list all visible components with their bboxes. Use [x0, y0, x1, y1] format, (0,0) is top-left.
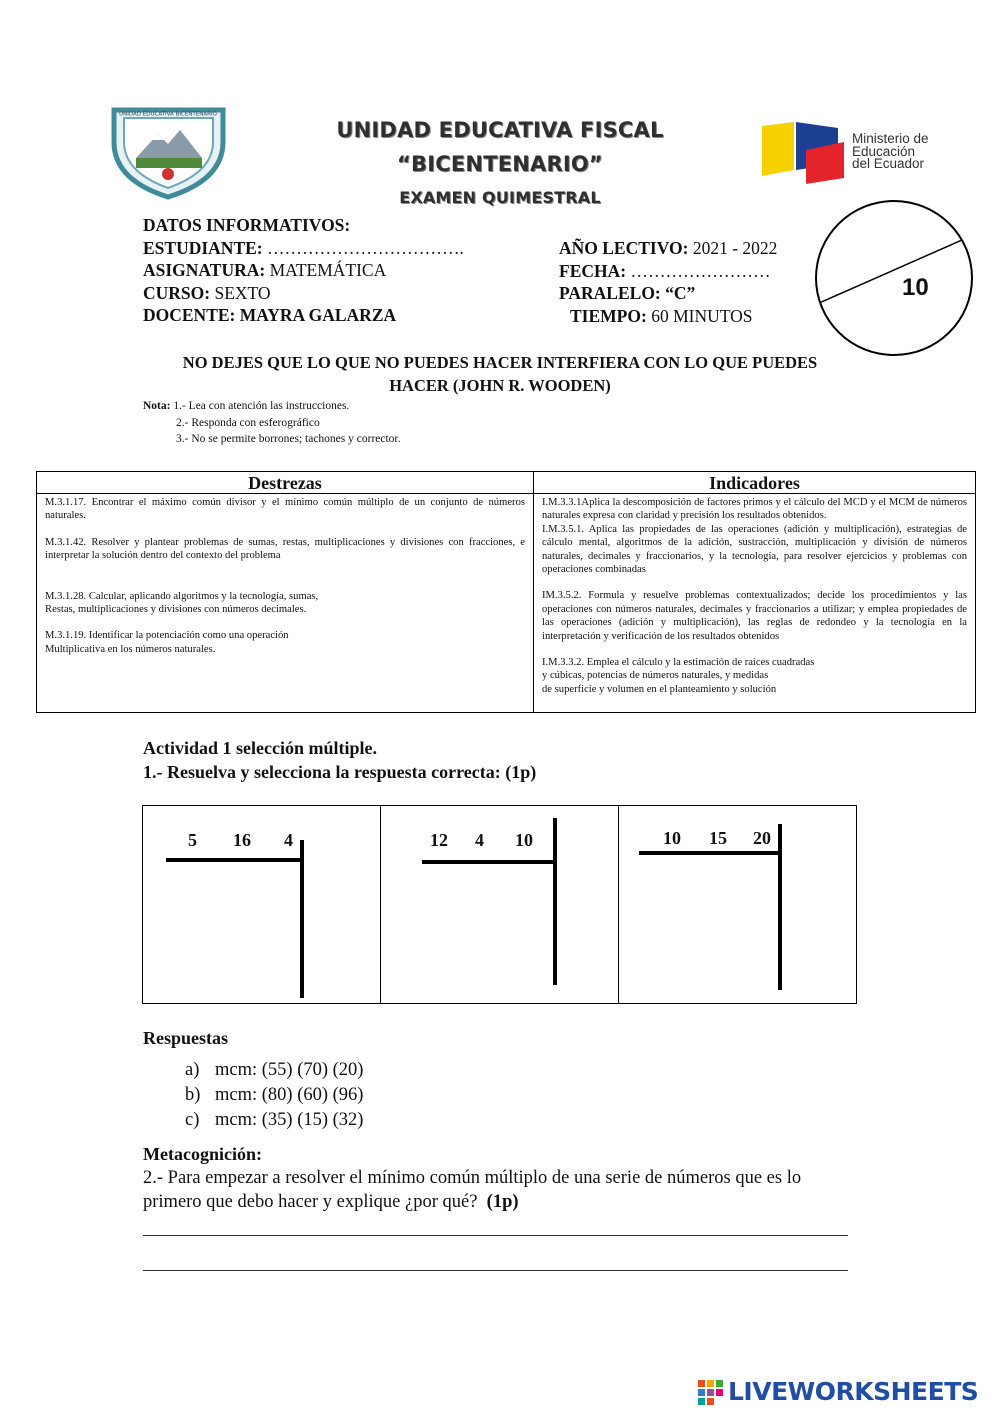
year-value: 2021 - 2022	[692, 238, 778, 258]
destreza-item: M.3.1.42. Resolver y plantear problemas de sumas, restas, multiplicaciones y divisiones con fracciones, e interpretar la solución dentro del contexto del problema	[45, 536, 525, 562]
indicador-item: y cúbicas, potencias de números naturales, y medidas	[542, 670, 769, 682]
note-item: 1.- Lea con atención las instrucciones.	[173, 400, 350, 412]
motto: NO DEJES QUE LO QUE NO PUEDES HACER INTERFIERA CON LO QUE PUEDES HACER (JOHN R. WOODEN)	[182, 353, 818, 395]
division-bar-vertical	[553, 818, 557, 985]
lcm-box-3[interactable]	[619, 806, 856, 1003]
box-number: 15	[709, 828, 727, 848]
subject-value: MATEMÁTICA	[269, 260, 387, 280]
division-bar-horizontal	[422, 860, 557, 864]
info-right	[559, 237, 777, 327]
grade-circle	[815, 200, 973, 356]
indicador-item: de superficie y volumen en el planteamiento y solución	[542, 683, 777, 695]
box-number: 16	[233, 830, 251, 850]
ministry-name: Ministerio de Educación del Ecuador	[852, 131, 929, 171]
answers-title: Respuestas	[143, 1028, 229, 1048]
destrezas-header: Destrezas	[37, 472, 533, 494]
time-label: TIEMPO:	[570, 305, 647, 326]
answer-option-b[interactable]: b) mcm: (80) (60) (96)	[185, 1085, 364, 1105]
grade-value: 10	[902, 274, 929, 301]
school-logo-text: UNIDAD EDUCATIVA BICENTENARIO	[119, 111, 217, 118]
indicadores-header: Indicadores	[534, 472, 975, 494]
course-label: CURSO:	[143, 282, 211, 303]
indicador-item: I.M.3.3.2. Emplea el cálculo y la estimación de raíces cuadradas	[542, 657, 815, 669]
box-number: 4	[284, 830, 293, 850]
note-item: 2.- Responda con esferográfico	[176, 416, 320, 429]
student-field[interactable]: …………………………….	[267, 237, 464, 258]
destreza-item: Restas, multiplicaciones y divisiones con números decimales.	[45, 604, 307, 616]
box-number: 10	[663, 828, 681, 848]
indicador-item: I.M.3.5.1. Aplica las propiedades de las operaciones (adición y multiplicación), estrategias de cálculo mental, algoritmos de la adición, sustracción, multiplicación y división de números naturales, decimales y fraccionarios, y la tecnología, para resolver ejercicios y problemas con operaciones combinadas	[542, 523, 967, 576]
destreza-item: M.3.1.17. Encontrar el máximo común divisor y el mínimo común múltiplo de un conjunto de números naturales.	[45, 497, 525, 522]
teacher-label: DOCENTE: MAYRA GALARZA	[143, 305, 397, 325]
school-logo	[106, 102, 231, 200]
lcm-boxes	[142, 805, 857, 1004]
destrezas-column	[37, 472, 534, 712]
meta-question: 2.- Para empezar a resolver el mínimo común múltiplo de una serie de números que es lo primero que debo hacer y explique ¿por qué? (1p)	[143, 1168, 802, 1212]
notes	[143, 398, 401, 448]
box-number: 10	[515, 830, 533, 850]
box-number: 4	[475, 830, 484, 850]
answer-line-2[interactable]	[143, 1270, 848, 1271]
division-bar-horizontal	[166, 858, 304, 862]
notes-label: Nota:	[143, 400, 171, 412]
date-field[interactable]: ……………………	[630, 260, 771, 281]
meta-points: (1p)	[486, 1192, 519, 1212]
subject-label: ASIGNATURA:	[143, 260, 266, 280]
activity-instruction: 1.- Resuelva y selecciona la respuesta correcta: (1p)	[143, 762, 537, 782]
answer-line-1[interactable]	[143, 1235, 848, 1236]
indicadores-column	[534, 472, 975, 712]
info-left	[143, 214, 464, 327]
activity-heading	[143, 736, 536, 784]
parallel-label: PARALELO: “C”	[559, 283, 696, 303]
time-value: 60 MINUTOS	[651, 305, 753, 326]
division-bar-vertical	[778, 824, 782, 990]
note-item: 3.- No se permite borrones; tachones y corrector.	[176, 433, 401, 445]
meta-title: Metacognición:	[143, 1144, 262, 1164]
box-number: 5	[188, 830, 197, 850]
answers-list	[185, 1058, 363, 1133]
indicador-item: I.M.3.3.1Aplica la descomposición de factores primos y el cálculo del MCD y el MCM de números naturales expresa con claridad y precisión los resultados obtenidos.	[542, 497, 967, 522]
liveworksheets-brand: LIVEWORKSHEETS	[728, 1377, 979, 1406]
skills-table	[36, 471, 976, 713]
student-label: ESTUDIANTE:	[143, 237, 263, 258]
lcm-box-1[interactable]	[143, 806, 381, 1003]
division-bar-vertical	[300, 840, 304, 998]
section-title: DATOS INFORMATIVOS:	[143, 215, 351, 235]
box-number: 20	[753, 828, 771, 848]
liveworksheets-icon	[697, 1378, 727, 1408]
date-label: FECHA:	[559, 260, 627, 281]
school-name-line1: UNIDAD EDUCATIVA FISCAL	[336, 118, 664, 142]
answer-option-a[interactable]: a) mcm: (55) (70) (20)	[185, 1060, 364, 1080]
year-label: AÑO LECTIVO:	[559, 238, 689, 258]
school-name-line2: “BICENTENARIO”	[397, 152, 603, 176]
destreza-item: Multiplicativa en los números naturales.	[45, 643, 216, 655]
destreza-item: M.3.1.28. Calcular, aplicando algoritmos y la tecnología, sumas,	[45, 590, 319, 602]
exam-title: EXAMEN QUIMESTRAL	[399, 188, 601, 207]
activity-title: Actividad 1 selección múltiple.	[143, 738, 377, 758]
course-value: SEXTO	[214, 282, 271, 303]
answer-option-c[interactable]: c) mcm: (35) (15) (32)	[185, 1110, 364, 1130]
destreza-item: M.3.1.19. Identificar la potenciación como una operación	[45, 630, 289, 642]
box-number: 12	[430, 830, 448, 850]
lcm-box-2[interactable]	[381, 806, 619, 1003]
indicador-item: IM.3.5.2. Formula y resuelve problemas contextualizados; decide los procedimientos y las operaciones con números naturales, decimales y fraccionarios a utilizar; y emplea propiedades de las operaciones (adición y multiplicación), las reglas de redondeo y la tecnología en la interpretación y verificación de los resultados obtenidos	[542, 590, 967, 642]
division-bar-horizontal	[639, 851, 782, 855]
